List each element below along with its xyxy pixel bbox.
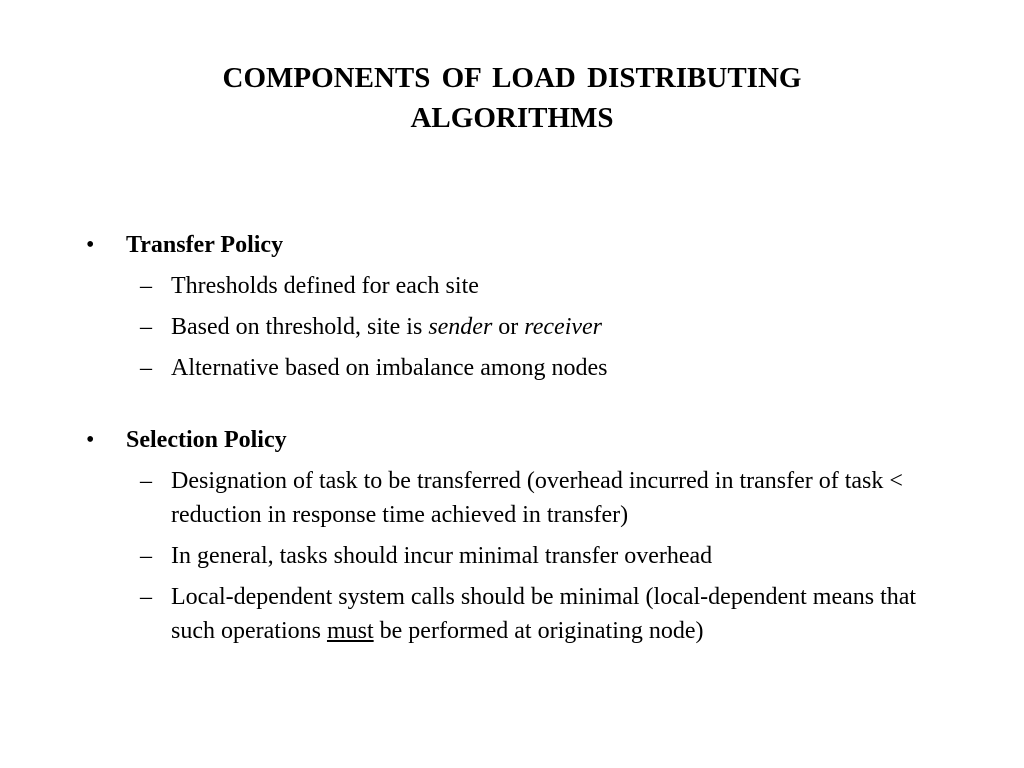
sub-bullet-emphasis: receiver: [524, 314, 603, 340]
dash-icon: –: [140, 273, 152, 299]
dash-icon: –: [140, 543, 152, 569]
dash-icon: –: [140, 314, 152, 340]
section-transfer-policy: [86, 228, 966, 385]
sub-bullet-text: [171, 314, 602, 340]
sub-bullet-text-part: or: [492, 314, 525, 340]
bullet-heading-text: Selection Policy: [126, 427, 287, 453]
slide-title: [0, 58, 1024, 138]
sub-bullet-text: [171, 584, 916, 644]
sub-bullet: [86, 351, 966, 385]
sub-bullet-text: In general, tasks should incur minimal transfer overhead: [171, 543, 713, 569]
sub-bullet: [86, 580, 966, 648]
sub-bullet-underline: must: [326, 618, 374, 644]
dash-icon: –: [140, 584, 152, 610]
sub-bullet: [86, 464, 966, 532]
sub-bullet-emphasis: sender: [428, 314, 493, 340]
bullet-heading: [86, 228, 966, 262]
sub-bullet-text: Designation of task to be transferred (overhead incurred in transfer of task < reduction in response time achieved in transfer): [171, 468, 903, 528]
sub-bullet-text-part: Local-dependent system calls should be minimal (local-dependent means that such operations: [171, 584, 917, 644]
dash-icon: –: [140, 468, 152, 494]
slide-title-line1: COMPONENTS OF LOAD DISTRIBUTING: [222, 62, 802, 94]
dash-icon: –: [140, 355, 152, 381]
bullet-icon: •: [86, 232, 95, 258]
section-selection-policy: [86, 423, 966, 648]
slide-title-line2: ALGORITHMS: [410, 102, 614, 134]
sub-bullet: [86, 539, 966, 573]
sub-bullet-text-part: Based on threshold, site is: [171, 314, 429, 340]
slide-content: [86, 228, 966, 686]
sub-bullet-text: Thresholds defined for each site: [171, 273, 479, 299]
sub-bullet: [86, 310, 966, 344]
sub-bullet-text-part: be performed at originating node): [373, 618, 704, 644]
sub-bullet-text: Alternative based on imbalance among nodes: [171, 355, 608, 381]
sub-bullet: [86, 269, 966, 303]
bullet-icon: •: [86, 427, 95, 453]
bullet-heading: [86, 423, 966, 457]
bullet-heading-text: Transfer Policy: [126, 232, 284, 258]
